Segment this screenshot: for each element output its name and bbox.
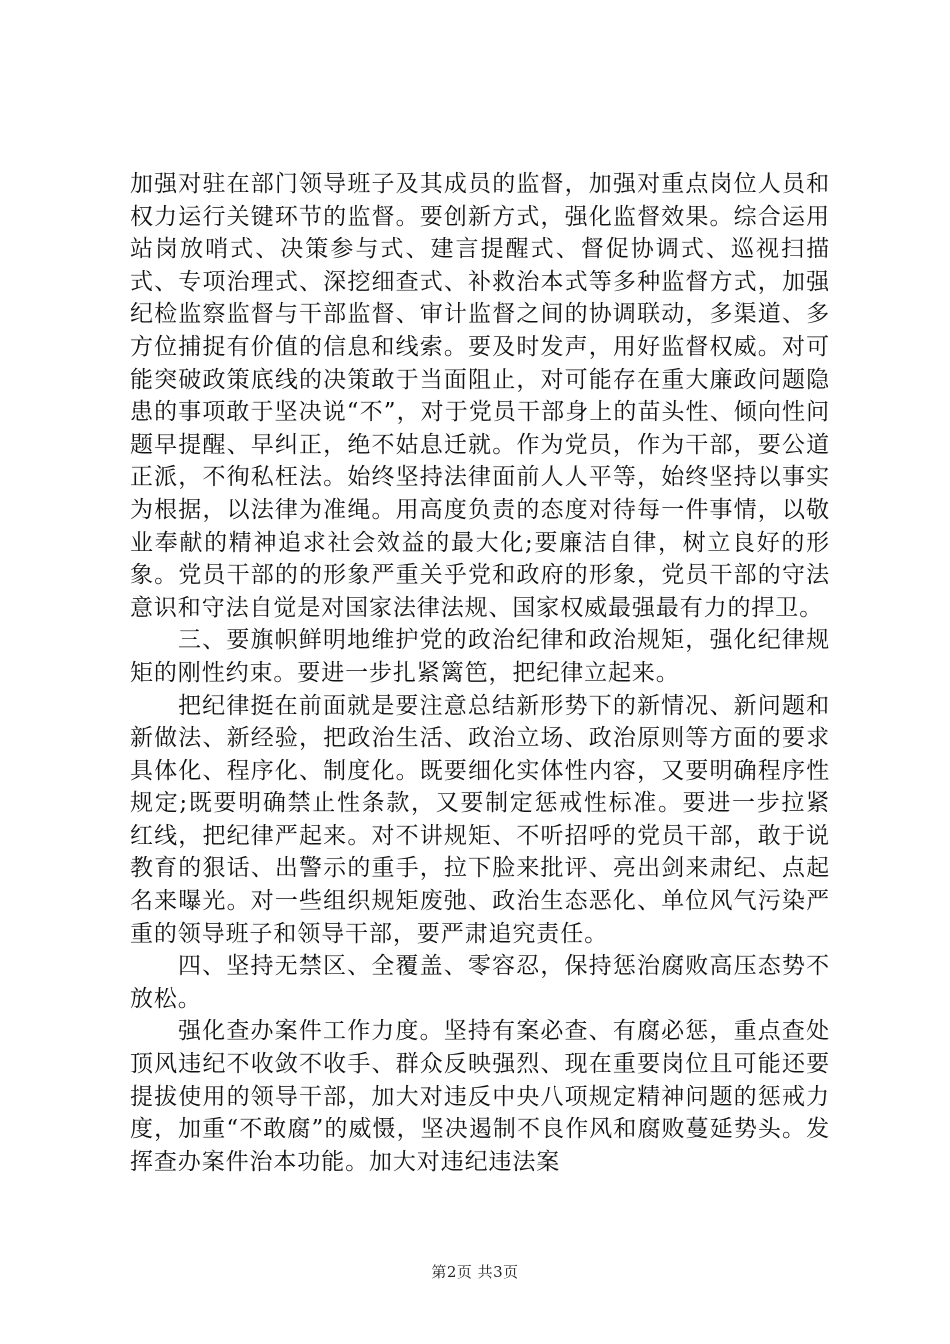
paragraph-supervision: 加强对驻在部门领导班子及其成员的监督，加强对重点岗位人员和权力运行关键环节的监督。要创新方式，强化监督效果。综合运用站岗放哨式、决策参与式、建言提醒式、督促协调式、巡视扫描式、专项治理式、深挖细查式、补救治本式等多种监督方式，加强纪检监察监督与干部监督、审计监督之间的协调联动，多渠道、多方位捕捉有价值的信息和线索。要及时发声，用好监督权威。对可能突破政策底线的决策敢于当面阻止，对可能存在重大廉政问题隐患的事项敢于坚决说“不”，对于党员干部身上的苗头性、倾向性问题早提醒、早纠正，绝不姑息迁就。作为党员，作为干部，要公道正派，不徇私枉法。始终坚持法律面前人人平等，始终坚持以事实为根据，以法律为准绳。用高度负责的态度对待每一件事情，以敬业奉献的精神追求社会效益的最大化;要廉洁自律，树立良好的形象。党员干部的的形象严重关乎党和政府的形象，党员干部的守法意识和守法自觉是对国家法律法规、国家权威最强最有力的捍卫。 xyxy=(130,171,830,621)
heading-section-three: 三、要旗帜鲜明地维护党的政治纪律和政治规矩，强化纪律规矩的刚性约束。要进一步扎紧篱笆，把纪律立起来。 xyxy=(130,627,830,686)
page-number-footer: 第2页 共3页 xyxy=(431,1263,519,1281)
document-body xyxy=(130,168,830,1178)
paragraph-case-handling: 强化查办案件工作力度。坚持有案必查、有腐必惩，重点查处顶风违纪不收敛不收手、群众反映强烈、现在重要岗位且可能还要提拔使用的领导干部，加大对违反中央八项规定精神问题的惩戒力度，加重“不敢腐”的威慑，坚决遏制不良作风和腐败蔓延势头。发挥查办案件治本功能。加大对违纪违法案 xyxy=(130,1018,830,1175)
heading-section-four: 四、坚持无禁区、全覆盖、零容忍，保持惩治腐败高压态势不放松。 xyxy=(130,953,830,1012)
paragraph-discipline: 把纪律挺在前面就是要注意总结新形势下的新情况、新问题和新做法、新经验，把政治生活、政治立场、政治原则等方面的要求具体化、程序化、制度化。既要细化实体性内容，又要明确程序性规定;既要明确禁止性条款，又要制定惩戒性标准。要进一步拉紧红线，把纪律严起来。对不讲规矩、不听招呼的党员干部，敢于说教育的狠话、出警示的重手，拉下脸来批评、亮出剑来肃纪、点起名来曝光。对一些组织规矩废弛、政治生态恶化、单位风气污染严重的领导班子和领导干部，要严肃追究责任。 xyxy=(130,692,830,947)
